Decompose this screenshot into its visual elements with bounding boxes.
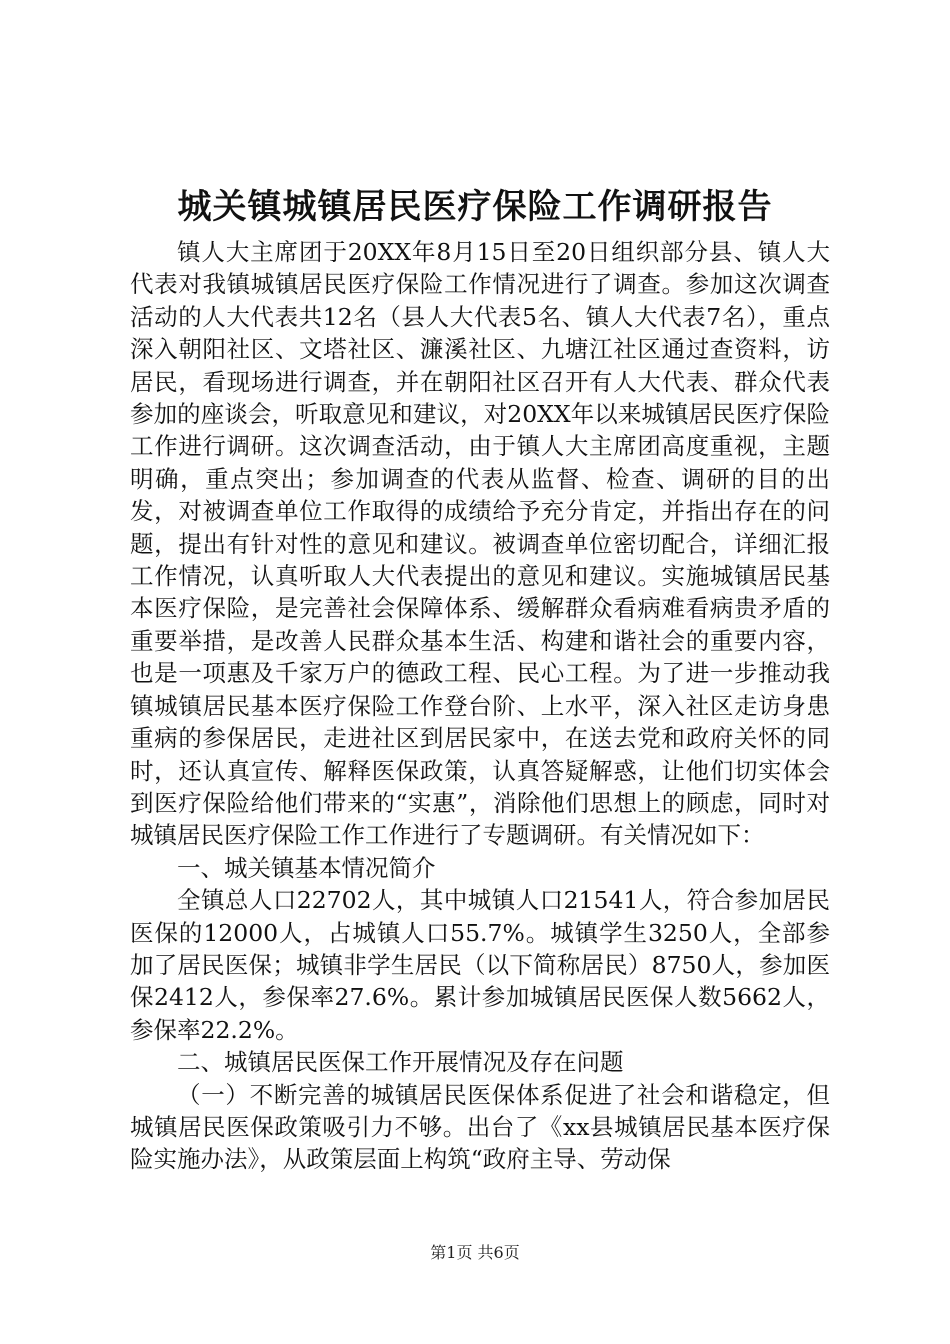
- paragraph-subsection-1: （一）不断完善的城镇居民医保体系促进了社会和谐稳定，但城镇居民医保政策吸引力不够。出台了《xx县城镇居民基本医疗保险实施办法》，从政策层面上构筑“政府主导、劳动保: [130, 1080, 830, 1174]
- document-title: 城关镇城镇居民医疗保险工作调研报告: [177, 187, 773, 227]
- section-heading-2: 二、城镇居民医保工作开展情况及存在问题: [177, 1048, 624, 1077]
- page-footer: 第1页 共6页: [430, 1243, 520, 1262]
- paragraph-basic-info: 全镇总人口22702人，其中城镇人口21541人，符合参加居民医保的12000人，占城镇人口55.7%。城镇学生3250人，全部参加了居民医保；城镇非学生居民（以下简称居民）8750人，参加医保2412人，参保率27.6%。累计参加城镇居民医保人数5662人，参保率22.2%。: [130, 886, 830, 1044]
- section-heading-1: 一、城关镇基本情况简介: [177, 853, 436, 882]
- document-body: [130, 236, 830, 1176]
- paragraph-intro: 镇人大主席团于20XX年8月15日至20日组织部分县、镇人大代表对我镇城镇居民医疗保险工作情况进行了调查。参加这次调查活动的人大代表共12名（县人大代表5名、镇人大代表7名），重点深入朝阳社区、文塔社区、濂溪社区、九塘江社区通过查资料，访居民，看现场进行调查，并在朝阳社区召开有人大代表、群众代表参加的座谈会，听取意见和建议，对20XX年以来城镇居民医疗保险工作进行调研。这次调查活动，由于镇人大主席团高度重视，主题明确，重点突出；参加调查的代表从监督、检查、调研的目的出发，对被调查单位工作取得的成绩给予充分肯定，并指出存在的问题，提出有针对性的意见和建议。被调查单位密切配合，详细汇报工作情况，认真听取人大代表提出的意见和建议。实施城镇居民基本医疗保险，是完善社会保障体系、缓解群众看病难看病贵矛盾的重要举措，是改善人民群众基本生活、构建和谐社会的重要内容，也是一项惠及千家万户的德政工程、民心工程。为了进一步推动我镇城镇居民基本医疗保险工作登台阶、上水平，深入社区走访身患重病的参保居民，走进社区到居民家中，在送去党和政府关怀的同时，还认真宣传、解释医保政策，认真答疑解惑，让他们切实体会到医疗保险给他们带来的“实惠”，消除他们思想上的顾虑，同时对城镇居民医疗保险工作工作进行了专题调研。有关情况如下：: [130, 238, 830, 850]
